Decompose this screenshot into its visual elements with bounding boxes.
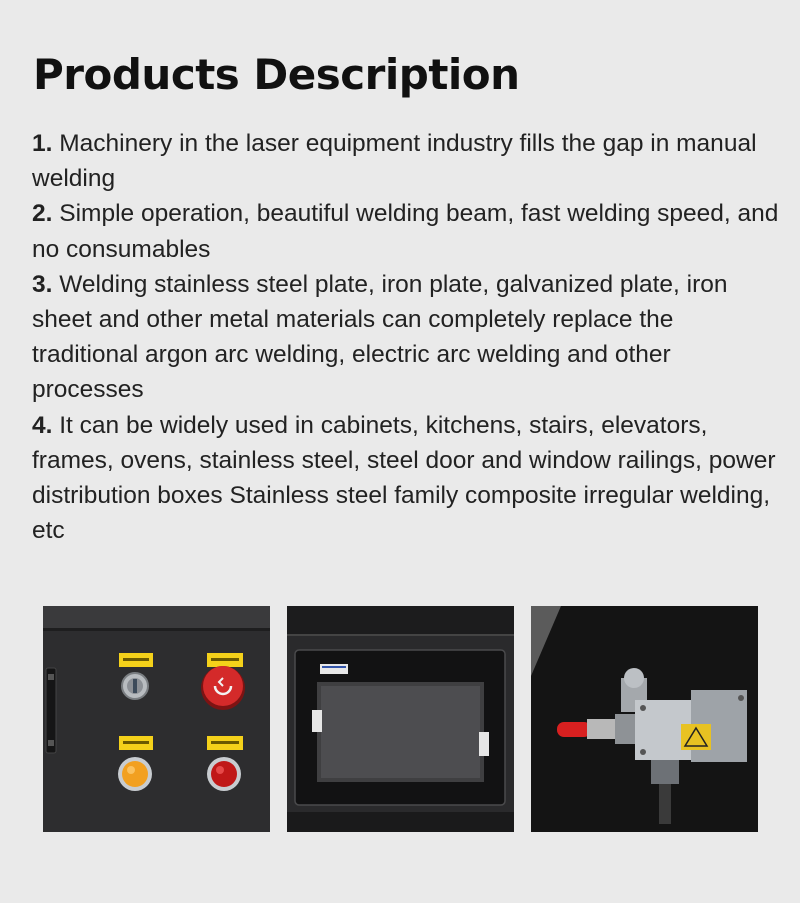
page-title: Products Description — [33, 50, 520, 99]
description-list — [32, 126, 782, 548]
laser-welding-head-photo — [531, 606, 758, 832]
touch-screen-display-photo — [287, 606, 514, 832]
item-text: It can be widely used in cabinets, kitchens, stairs, elevators, frames, ovens, stainless steel, steel door and window railings, power distribution boxes Stainless steel family composite irregular welding, etc — [32, 411, 776, 545]
list-item — [32, 196, 782, 266]
item-number: 1. — [32, 130, 53, 157]
list-item — [32, 126, 782, 196]
item-text: Welding stainless steel plate, iron plate, galvanized plate, iron sheet and other metal materials can completely replace the traditional argon arc welding, electric arc welding and other processes — [32, 270, 728, 404]
item-number: 3. — [32, 270, 53, 298]
list-item — [32, 408, 782, 549]
list-item — [32, 267, 782, 408]
control-panel-buttons-photo — [43, 606, 270, 832]
item-number: 2. — [32, 200, 53, 228]
item-text: Simple operation, beautiful welding beam, fast welding speed, and no consumables — [32, 200, 779, 263]
item-text: Machinery in the laser equipment industry fills the gap in manual welding — [32, 130, 757, 193]
item-number: 4. — [32, 411, 53, 439]
